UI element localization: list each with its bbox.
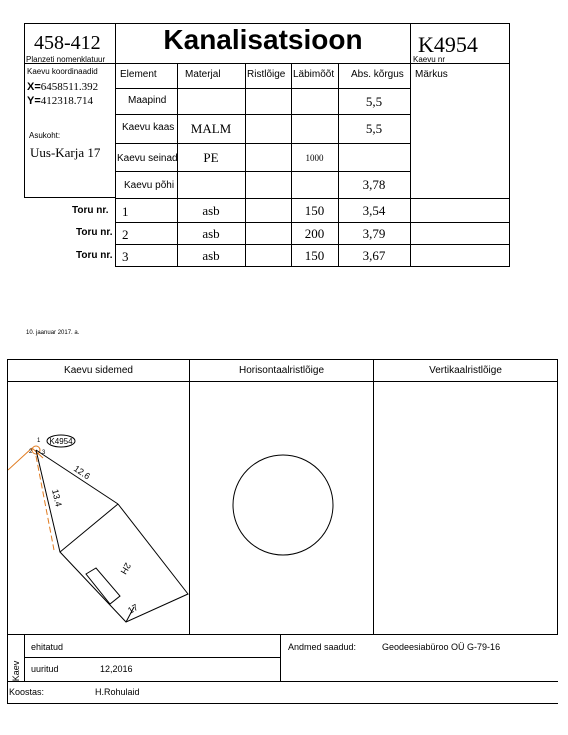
table-line — [115, 63, 116, 267]
row-element: Maapind — [128, 95, 167, 106]
pipe-nr: 3 — [122, 249, 129, 264]
pipe-height: 3,54 — [362, 202, 386, 218]
frame-line — [280, 634, 281, 681]
distance-label: 13.4 — [50, 488, 64, 508]
section-title-horizontal: Horisontaalristlõige — [238, 365, 325, 376]
x-label: X= — [27, 81, 41, 93]
header-height: Abs. kõrgus — [351, 69, 404, 80]
pipe-material: asb — [202, 202, 220, 218]
pipe-label: Toru nr. — [76, 227, 113, 238]
surveyed-value: 12,2016 — [100, 664, 133, 674]
pipe-material: asb — [202, 247, 220, 263]
pipe-material: asb — [202, 225, 220, 241]
pipe-height: 3,67 — [362, 247, 386, 263]
row-element: Kaevu kaas — [122, 122, 175, 133]
frame-line — [410, 23, 411, 267]
pipe-line — [36, 456, 54, 550]
frame-line — [7, 359, 558, 360]
frame-line — [7, 634, 558, 635]
frame-line — [557, 359, 558, 635]
data-source-label: Andmed saadud: — [288, 642, 357, 652]
document-date: 10. jaanuar 2017. a. — [26, 330, 80, 336]
pipe-diameter: 150 — [304, 247, 325, 263]
y-value: 412318.714 — [40, 95, 94, 107]
distance-label: 12.6 — [71, 463, 93, 482]
pipe-diameter: 150 — [304, 202, 325, 218]
data-source-value: Geodeesiabüroo OÜ G-79-16 — [382, 642, 501, 652]
building-number: 17 — [126, 602, 140, 616]
page-title: Kanalisatsioon — [163, 24, 363, 55]
frame-line — [7, 703, 558, 704]
header-note: Märkus — [415, 69, 448, 80]
footer-side-label: Kaev — [11, 660, 21, 682]
location-label: Asukoht: — [29, 131, 61, 140]
building-annex — [86, 568, 120, 604]
pipe-nr: 1 — [122, 204, 129, 219]
frame-line — [189, 359, 190, 635]
frame-line — [24, 197, 115, 198]
table-line — [245, 63, 246, 267]
well-label: Kaevu nr — [413, 55, 446, 64]
table-line — [115, 143, 410, 144]
frame-line — [24, 23, 25, 198]
frame-line — [24, 657, 281, 658]
pipe-label-3: 3 — [42, 450, 46, 456]
connection-sketch — [8, 382, 189, 634]
frame-line — [373, 359, 374, 635]
header-element: Element — [120, 69, 157, 80]
pipe-label-2: 2 — [29, 449, 33, 455]
frame-line — [509, 23, 510, 267]
x-value: 6458511.392 — [40, 81, 99, 93]
pipe-nr: 2 — [122, 227, 129, 242]
coords-label: Kaevu koordinaadid — [27, 67, 98, 76]
section-title-vertical: Vertikaalristlõige — [429, 365, 502, 376]
row-height: 5,5 — [365, 93, 383, 109]
row-element: Kaevu seinad — [117, 153, 178, 164]
section-title-connections: Kaevu sidemed — [64, 365, 133, 376]
pipe-label: Toru nr. — [72, 205, 109, 216]
horizontal-section-circle — [230, 452, 336, 558]
header-material: Materjal — [185, 69, 221, 80]
frame-line — [7, 681, 558, 682]
header-cross: Ristlõige — [247, 69, 286, 80]
y-label: Y= — [27, 95, 41, 107]
author-value: H.Rohulaid — [95, 687, 140, 697]
surveyed-label: uuritud — [31, 664, 59, 674]
location-value: Uus-Karja 17 — [30, 145, 101, 160]
plan-label: Planzeti nomenklatuur — [26, 55, 106, 64]
row-material: MALM — [190, 121, 232, 136]
well-id: K4954 — [418, 32, 478, 57]
building-label: 2H — [118, 561, 133, 576]
well-tag: K4954 — [49, 437, 73, 446]
row-height: 3,78 — [362, 177, 386, 192]
built-label: ehitatud — [31, 642, 64, 652]
row-height: 5,5 — [365, 121, 383, 136]
pipe-label-1: 1 — [37, 438, 41, 444]
pipe-height: 3,79 — [362, 225, 386, 241]
author-label: Koostas: — [9, 687, 45, 697]
header-diameter: Läbimõõt — [293, 69, 335, 80]
row-diameter: 1000 — [305, 152, 324, 163]
table-line — [115, 266, 510, 267]
pipe-label: Toru nr. — [76, 250, 113, 261]
plan-number: 458-412 — [34, 32, 101, 54]
row-element: Kaevu põhi — [124, 180, 175, 191]
pipe-diameter: 200 — [304, 225, 325, 241]
measure-line — [36, 450, 118, 504]
row-material: PE — [203, 149, 219, 165]
